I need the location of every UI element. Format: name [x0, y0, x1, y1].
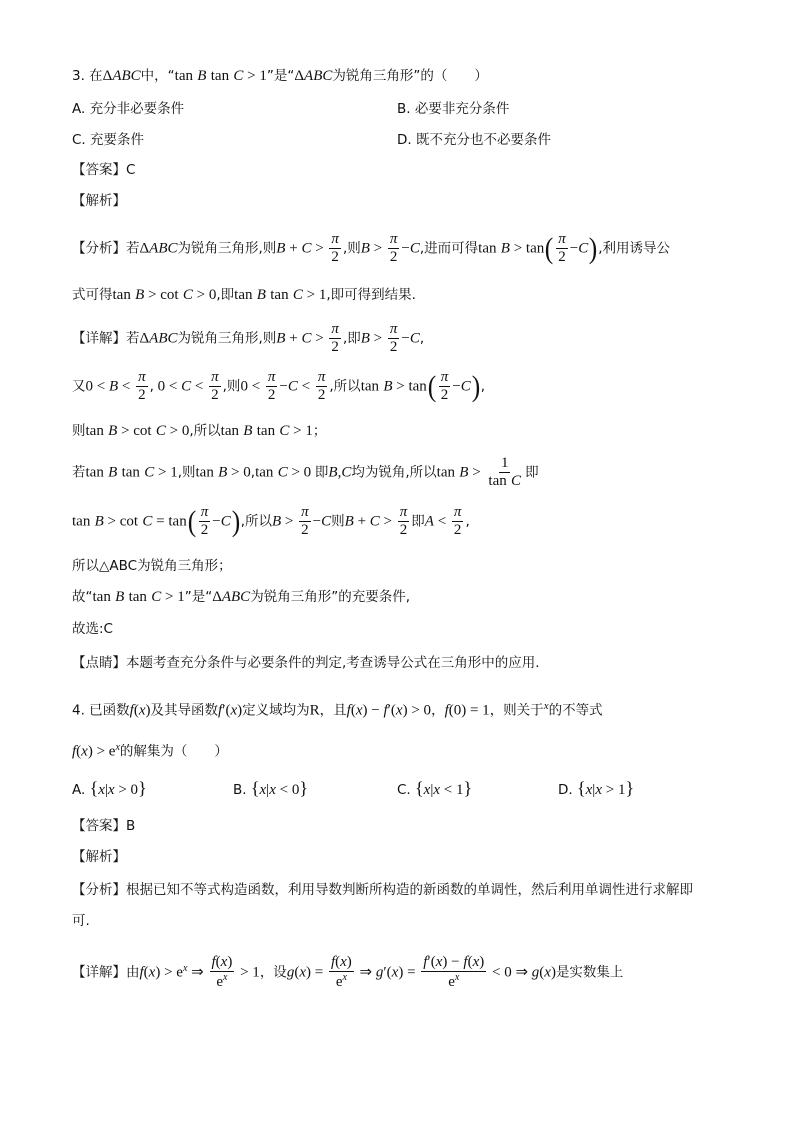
q4-option-b: B. {x|x < 0} [233, 778, 308, 798]
q3-option-b: B. 必要非充分条件 [397, 101, 510, 117]
q3-option-c: C. 充要条件 [72, 132, 145, 148]
q3-comment: 【点睛】本题考查充分条件与必要条件的判定,考查诱导公式在三角形中的应用. [72, 655, 540, 671]
q4-option-c: C. {x|x < 1} [397, 778, 473, 798]
q4-answer: 【答案】B [72, 818, 136, 834]
q4-option-a: A. {x|x > 0} [72, 778, 147, 798]
q3-option-d: D. 既不充分也不必要条件 [397, 132, 551, 148]
q4-stem-line2: $f(x) > e^x$的解集为（ ） [72, 742, 228, 760]
q3-option-a: A. 充分非必要条件 [72, 101, 185, 117]
q3-detail-line8: 故选:C [72, 621, 113, 637]
q3-detail-line1: 【详解】若ΔABC为锐角三角形,则B + C > $\frac{\pi}{2}$ ,即B > $\frac{\pi}{2}$ −C, [72, 321, 425, 355]
q4-analysis-title: 【解析】 [72, 849, 126, 865]
q3-detail-line7: 故“tan B tan C > 1”是“ΔABC为锐角三角形”的充要条件, [72, 589, 410, 605]
q4-fenxi-line2: 可. [72, 913, 90, 929]
q3-detail-line5: tan B > cot C = tan( $\frac{\pi}{2}$ −C),所以B > $\frac{\pi}{2}$ −C则B + C > $\frac{\pi}{2}$ 即A < $\frac{\pi}{2}$ , [72, 504, 470, 538]
q3-detail-line3: 则tan B > cot C > 0,所以tan B tan C > 1； [72, 423, 327, 439]
q3-detail-line2: 又0 < B < $\frac{\pi}{2}$ , 0 < C < $\frac{\pi}{2}$ ,则0 < $\frac{\pi}{2}$ −C < $\frac{\pi}{2}$ ,所以tan B > tan( $\frac{\pi}{2}$ −C), [72, 369, 486, 403]
q3-answer: 【答案】C [72, 162, 136, 178]
q3-fenxi-line2: 式可得tan B > cot C > 0,即tan B tan C > 1,即可得到结果. [72, 287, 416, 303]
q4-detail-line1: 【详解】由$f(x) > e^x$ ⇒ $\frac{f(x)}{e^x}$ > 1，设g(x) = $\frac{f(x)}{e^x}$ ⇒ g′(x) = $\frac{f'(x) - f(x)}{e^x}$ < 0 ⇒ g(x)是实数集上 [72, 954, 624, 990]
q4-option-d: D. {x|x > 1} [558, 778, 635, 798]
q3-analysis-title: 【解析】 [72, 193, 126, 209]
q4-stem-line1: 4. 已函数f(x)及其导函数f′(x)定义域均为R，且f(x) − f′(x) > 0，f(0) = 1，则关于$^x$的不等式 [72, 700, 603, 719]
q4-fenxi-line1: 【分析】根据已知不等式构造函数，利用导数判断所构造的新函数的单调性，然后利用单调性进行求解即 [72, 882, 693, 898]
q3-detail-line6: 所以△ABC为锐角三角形； [72, 558, 232, 574]
q3-detail-line4: 若tan B tan C > 1,则tan B > 0,tan C > 0 即B,C均为锐角,所以tan B > $\frac{1}{\text{tan C}}$ 即 [72, 455, 539, 489]
q3-fenxi-line1: 【分析】若ΔABC为锐角三角形,则B + C > $\frac{\pi}{2}$ ,则B > $\frac{\pi}{2}$ −C,进而可得tan B > tan( $\frac{\pi}{2}$ −C),利用诱导公 [72, 231, 671, 265]
q3-stem: 3. 在ΔABC中，“tan B tan C > 1”是“ΔABC为锐角三角形”的（ ） [72, 68, 488, 84]
